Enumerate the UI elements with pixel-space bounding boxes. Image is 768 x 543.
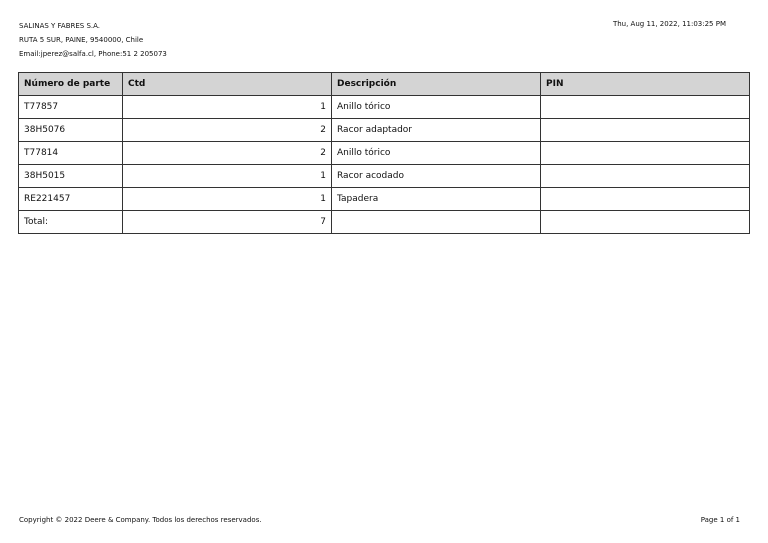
pin-cell bbox=[541, 142, 750, 165]
column-header-pin: PIN bbox=[541, 73, 750, 96]
description-cell: Tapadera bbox=[332, 188, 541, 211]
quantity-cell: 2 bbox=[123, 119, 332, 142]
quantity-cell: 1 bbox=[123, 165, 332, 188]
column-header-quantity: Ctd bbox=[123, 73, 332, 96]
column-header-part-number: Número de parte bbox=[19, 73, 123, 96]
table-row bbox=[19, 165, 750, 188]
quantity-cell: 2 bbox=[123, 142, 332, 165]
total-pin-cell bbox=[541, 211, 750, 234]
part-number-cell: 38H5015 bbox=[19, 165, 123, 188]
company-name: SALINAS Y FABRES S.A. bbox=[19, 22, 101, 30]
pin-cell bbox=[541, 165, 750, 188]
total-quantity: 7 bbox=[123, 211, 332, 234]
part-number-cell: T77814 bbox=[19, 142, 123, 165]
table-row bbox=[19, 188, 750, 211]
part-number-cell: 38H5076 bbox=[19, 119, 123, 142]
table-row bbox=[19, 96, 750, 119]
description-cell: Anillo tórico bbox=[332, 142, 541, 165]
copyright-notice: Copyright © 2022 Deere & Company. Todos los derechos reservados. bbox=[19, 516, 262, 524]
part-number-cell: RE221457 bbox=[19, 188, 123, 211]
company-info bbox=[19, 19, 167, 61]
column-header-description: Descripción bbox=[332, 73, 541, 96]
table-row bbox=[19, 119, 750, 142]
page-number: Page 1 of 1 bbox=[700, 516, 740, 524]
pin-cell bbox=[541, 96, 750, 119]
description-cell: Racor adaptador bbox=[332, 119, 541, 142]
pin-cell bbox=[541, 119, 750, 142]
total-label: Total: bbox=[19, 211, 123, 234]
total-row bbox=[19, 211, 750, 234]
table-row bbox=[19, 142, 750, 165]
report-datetime: Thu, Aug 11, 2022, 11:03:25 PM bbox=[612, 20, 726, 28]
company-address: RUTA 5 SUR, PAINE, 9540000, Chile bbox=[19, 36, 144, 44]
parts-table bbox=[18, 72, 750, 234]
company-contact: Email:jperez@salfa.cl, Phone:51 2 205073 bbox=[19, 50, 167, 58]
part-number-cell: T77857 bbox=[19, 96, 123, 119]
total-description-cell bbox=[332, 211, 541, 234]
table-header-row bbox=[19, 73, 750, 96]
pin-cell bbox=[541, 188, 750, 211]
quantity-cell: 1 bbox=[123, 96, 332, 119]
description-cell: Racor acodado bbox=[332, 165, 541, 188]
description-cell: Anillo tórico bbox=[332, 96, 541, 119]
quantity-cell: 1 bbox=[123, 188, 332, 211]
